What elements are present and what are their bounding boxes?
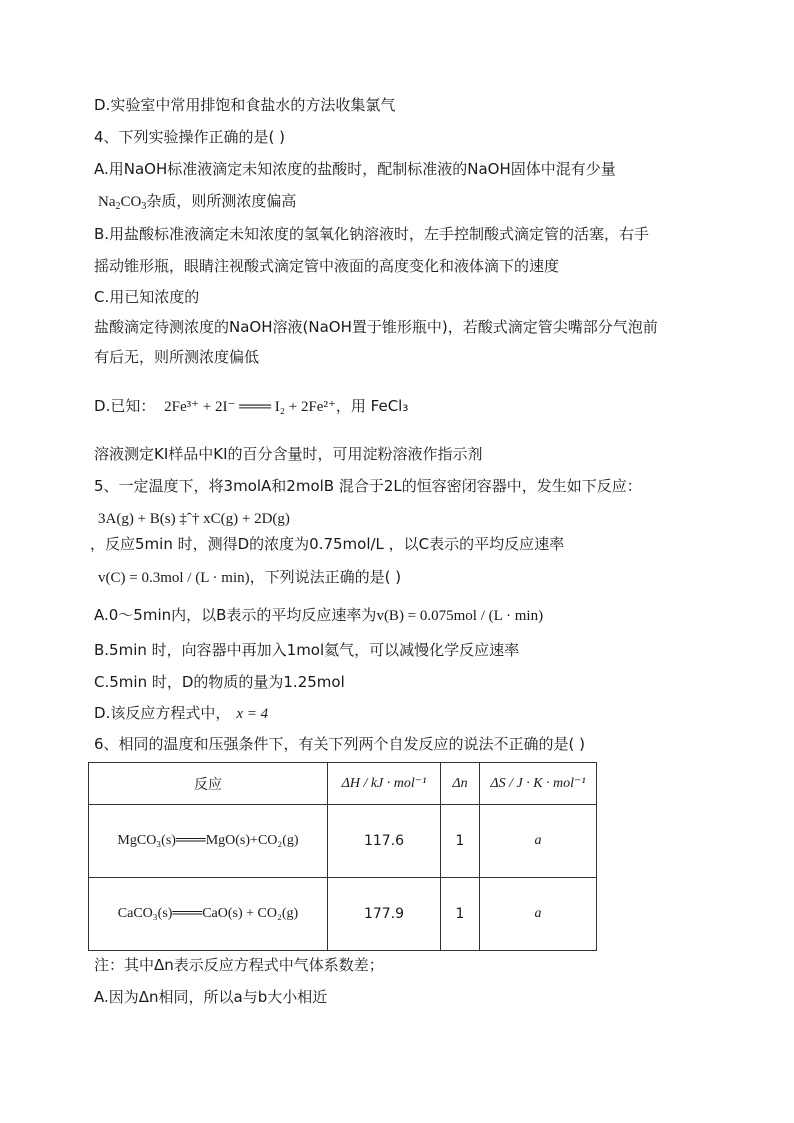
q6-option-a: A.因为Δn相同，所以a与b大小相近 — [94, 988, 328, 1006]
q4-option-d-text: ，用 FeCl₃ — [335, 397, 409, 415]
q4-option-b-line2: 摇动锥形瓶，眼睛注视酸式滴定管中液面的高度变化和液体滴下的速度 — [94, 257, 560, 275]
q5-line3: ，反应5min 时，测得D的浓度为0.75mol/L ，以C表示的平均反应速率 — [90, 535, 565, 553]
table-row — [89, 805, 597, 878]
table-note: 注：其中Δn表示反应方程式中气体系数差； — [94, 956, 384, 974]
formula-sub: 2 — [115, 201, 121, 212]
reaction-table — [88, 762, 597, 951]
q5-option-d — [94, 703, 268, 724]
q5-option-d-text: D.该反应方程式中， — [94, 704, 231, 722]
q5-option-a — [94, 605, 543, 626]
reaction-cell: MgCO₃(s)═══MgO(s)+CO₂(g) — [89, 805, 328, 878]
table-header-row — [89, 763, 597, 805]
q4-option-b-line1: B.用盐酸标准液滴定未知浓度的氢氧化钠溶液时，左手控制酸式滴定管的活塞，右手 — [94, 225, 650, 243]
reaction-cell: CaCO₃(s)═══CaO(s) + CO₂(g) — [89, 878, 328, 951]
q4-option-c-line2: 盐酸滴定待测浓度的NaOH溶液(NaOH置于锥形瓶中)，若酸式滴定管尖嘴部分气泡前 — [94, 318, 658, 336]
table-row — [89, 878, 597, 951]
q4-option-a-text: 杂质，则所测浓度偏高 — [146, 192, 297, 210]
entropy-cell: a — [480, 878, 597, 951]
q4-option-d-line2: 溶液测定KI样品中KI的百分含量时，可用淀粉溶液作指示剂 — [94, 445, 483, 463]
q6-stem: 6、相同的温度和压强条件下，有关下列两个自发反应的说法不正确的是( ) — [94, 735, 586, 753]
header-entropy: ΔS / J · K · mol⁻¹ — [480, 763, 597, 805]
q4-option-c-line3: 有后无，则所测浓度偏低 — [94, 348, 260, 366]
q5-option-d-equation: x = 4 — [236, 706, 269, 722]
q4-stem: 4、下列实验操作正确的是( ) — [94, 128, 286, 146]
q4-option-c-line1: C.用已知浓度的 — [94, 288, 200, 306]
header-reaction: 反应 — [89, 763, 328, 805]
q5-option-c: C.5min 时，D的物质的量为1.25mol — [94, 673, 345, 691]
q5-option-b: B.5min 时，向容器中再加入1mol氦气，可以减慢化学反应速率 — [94, 641, 520, 659]
q5-equation: 3A(g) + B(s) ‡ˆ† xC(g) + 2D(g) — [98, 511, 290, 527]
q5-question: ，下列说法正确的是( ) — [249, 568, 402, 586]
q5-line4 — [98, 567, 401, 588]
enthalpy-cell: 117.6 — [328, 805, 441, 878]
q5-rate-equation: v(C) = 0.3mol / (L · min) — [98, 570, 250, 586]
q5-option-a-text: A.0～5min内，以B表示的平均反应速率为 — [94, 606, 377, 624]
header-delta-n: Δn — [441, 763, 480, 805]
entropy-cell: a — [480, 805, 597, 878]
q4-option-a-line1: A.用NaOH标准液滴定未知浓度的盐酸时，配制标准液的NaOH固体中混有少量 — [94, 160, 616, 178]
q3-option-d: D.实验室中常用排饱和食盐水的方法收集氯气 — [94, 96, 396, 114]
enthalpy-cell: 177.9 — [328, 878, 441, 951]
q4-option-d-label: D.已知： — [94, 397, 156, 415]
header-enthalpy: ΔH / kJ · mol⁻¹ — [328, 763, 441, 805]
q4-option-d-line1 — [94, 396, 408, 417]
q4-option-d-equation: 2Fe³⁺ + 2I⁻ ═══ I₂ + 2Fe²⁺ — [164, 399, 336, 415]
formula-sub: 3 — [141, 201, 147, 212]
q4-option-a-line2 — [98, 191, 296, 212]
formula-co: CO — [120, 194, 142, 210]
q5-option-a-equation: v(B) = 0.075mol / (L · min) — [376, 608, 544, 624]
formula-na: Na — [98, 194, 116, 210]
delta-n-cell: 1 — [441, 805, 480, 878]
q5-stem: 5、一定温度下，将3molA和2molB 混合于2L的恒容密闭容器中，发生如下反应： — [94, 477, 642, 495]
delta-n-cell: 1 — [441, 878, 480, 951]
